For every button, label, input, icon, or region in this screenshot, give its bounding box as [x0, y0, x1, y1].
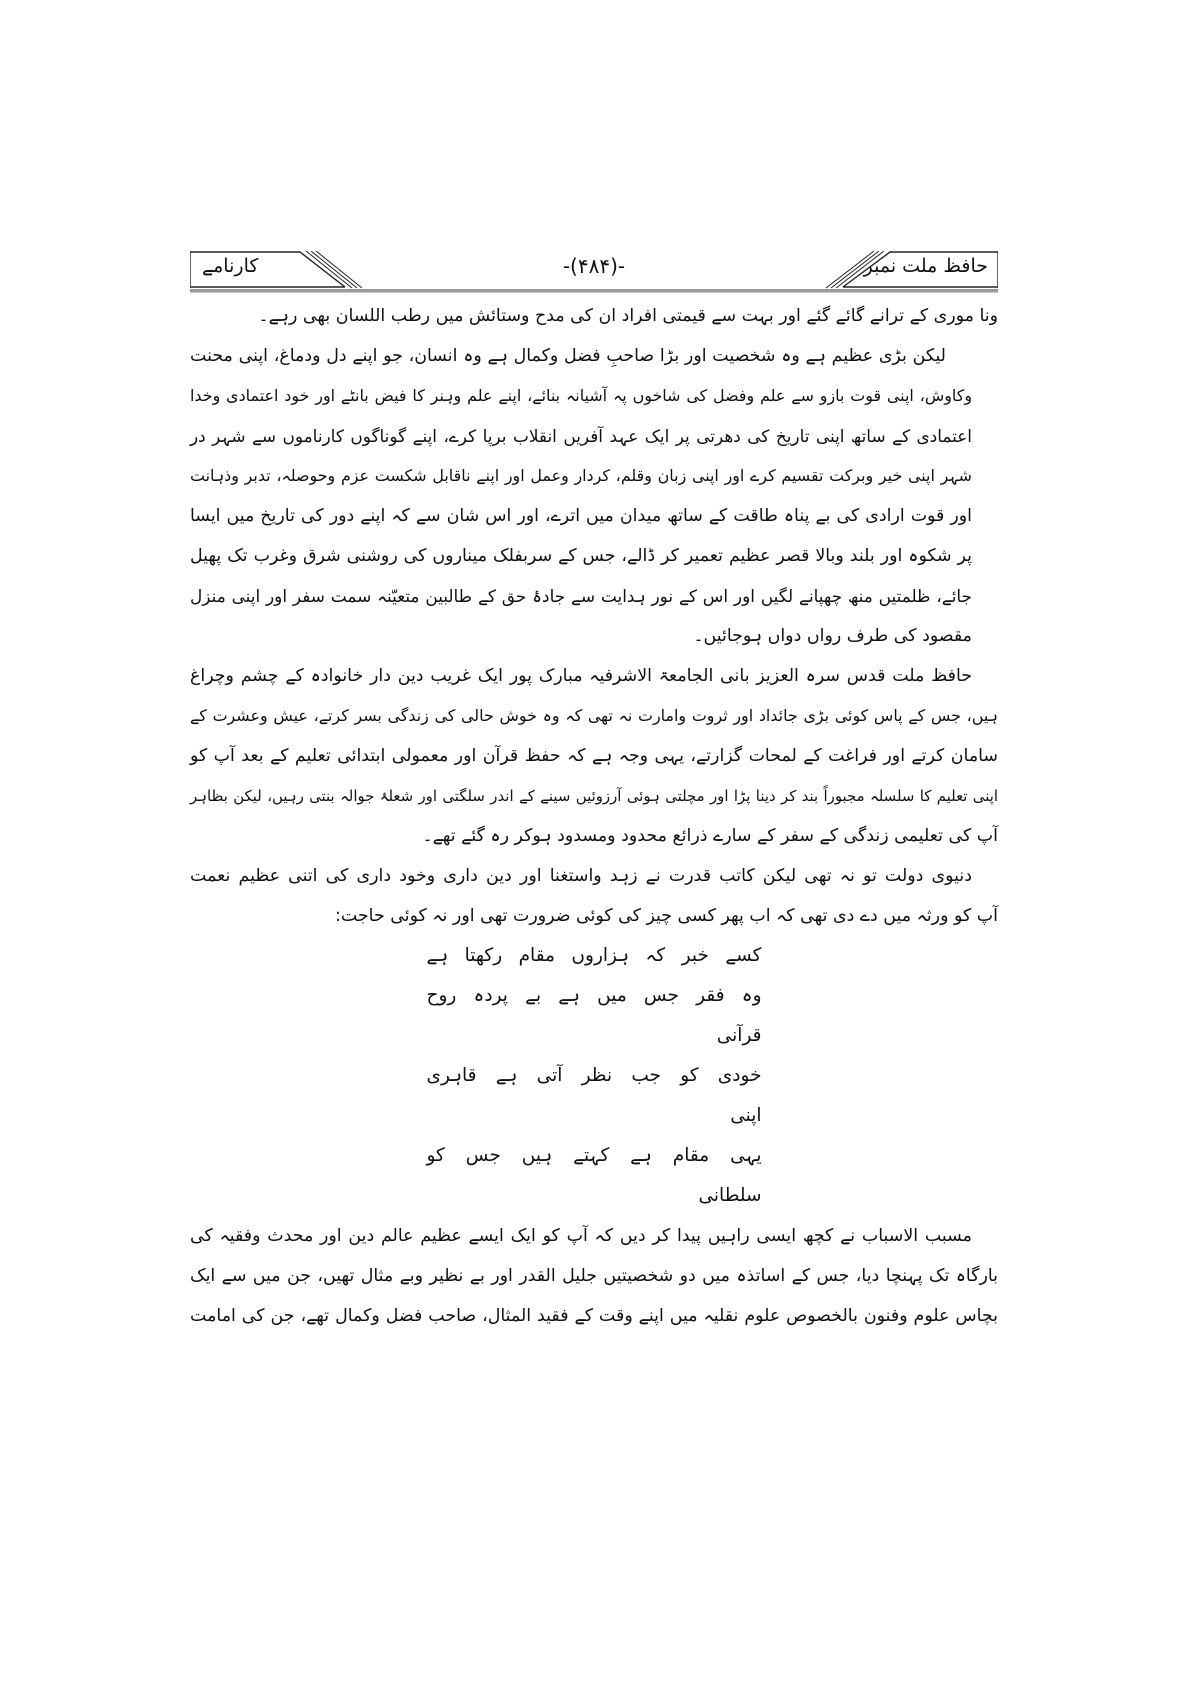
poem-verse: وہ فقر جس میں ہے بے پردہ روح قرآنی [426, 985, 762, 1046]
text-line: بارگاہ تک پہنچا دیا، جس کے اساتذہ میں دو شخصیتیں جلیل القدر اور بے نظیر وبے مثال تھیں، جن میں سے ایک [190, 1266, 998, 1286]
text-line: سامان کرتے اور فراغت کے لمحات گزارتے، یہی وجہ ہے کہ حفظ قرآن اور معمولی ابتدائی تعلیم کے بعد آپ کو [190, 746, 998, 766]
text-line: مسبب الاسباب نے کچھ ایسی راہیں پیدا کر دیں کہ آپ کو ایک ایسے عظیم عالم دین اور محدث وفقیہ کی [190, 1226, 972, 1246]
text-line: آپ کی تعلیمی زندگی کے سفر کے سارے ذرائع محدود ومسدود ہوکر رہ گئے تھے۔ [422, 826, 998, 846]
text-line: جائے، ظلمتیں منھ چھپانے لگیں اور اس کے نور ہدایت سے جادۂ حق کے طالبین متعیّنہ سمت سفر اور اپنی منزل [190, 586, 972, 606]
text-line: بچاس علوم وفنون بالخصوص علوم نقلیہ میں اپنے وقت کے فقید المثال، صاحب فضل وکمال تھے، جن کی امامت [190, 1306, 998, 1326]
text-line: شہر اپنی خیر وبرکت تقسیم کرے اور اپنی زبان وقلم، کردار وعمل اور اپنے ناقابل شکست عزم وحوصلہ، تدبر وذہانت [190, 466, 972, 485]
running-header [190, 251, 998, 288]
poem-verse: یہی مقام ہے کہتے ہیں جس کو سلطانی [426, 1145, 762, 1206]
paragraph [190, 856, 998, 936]
text-line: وکاوش، اپنی قوت بازو سے علم وفضل کی شاخوں پہ آشیانہ بنائے، اپنے علم وہنر کا فیض بانٹے اور خود اعتمادی وخدا [190, 386, 972, 405]
publication-title: حافظ ملت نمبر [863, 255, 988, 277]
text-line: اعتمادی کے ساتھ اپنی تاریخ کی دھرتی پر ایک عہد آفریں انقلاب برپا کرے، اپنے گوناگوں کارناموں سے شہر در [190, 426, 972, 446]
poem-verse: خودی کو جب نظر آتی ہے قاہری اپنی [426, 1065, 762, 1126]
paragraph [190, 656, 998, 856]
page-number: -(۴۸۴)- [562, 254, 626, 278]
text-line: پر شکوہ اور بلند وبالا قصر عظیم تعمیر کر ڈالے، جس کے سربفلک میناروں کی روشنی شرق وغرب تک پھیل [190, 546, 972, 566]
text-line: آپ کو ورثہ میں دے دی تھی کہ اب پھر کسی چیز کی کوئی ضرورت تھی اور نہ کوئی حاجت: [334, 906, 998, 926]
section-title: کارنامے [202, 255, 259, 277]
text-line: اور قوت ارادی کی بے پناہ طاقت کے ساتھ میدان میں اترے، اور اس شان سے کہ اپنے دور کی تاریخ میں ایسا [190, 506, 972, 526]
text-line: اپنی تعلیم کا سلسلہ مجبوراً بند کر دینا پڑا اور مچلتی ہوئی آرزوئیں سینے کے اندر سلگتی اور شعلۂ جوالہ بنتی رہیں، لیکن بظاہر [190, 787, 998, 805]
poem-verse: کسے خبر کہ ہزاروں مقام رکھتا ہے [426, 945, 762, 966]
text-line: لیکن بڑی عظیم ہے وہ شخصیت اور بڑا صاحبِ فضل وکمال ہے وہ انسان، جو اپنے دل ودماغ، اپنی محنت [190, 346, 946, 366]
paragraph [190, 1216, 998, 1336]
text-line: مقصود کی طرف رواں دواں ہوجائیں۔ [693, 626, 972, 646]
paragraph [190, 336, 998, 656]
text-line: ہیں، جس کے پاس کوئی بڑی جائداد اور ثروت وامارت نہ تھی کہ وہ خوش حالی کی زندگی بسر کرتے، عیش وعشرت کے [190, 706, 998, 725]
text-line: ونا موری کے ترانے گائے گئے اور بہت سے قیمتی افراد ان کی مدح وستائش میں رطب اللسان بھی رہے۔ [258, 306, 998, 326]
text-line: حافظ ملت قدس سرہ العزیز بانی الجامعۃ الاشرفیہ مبارک پور ایک غریب دین دار خانوادہ کے چشم وچراغ [190, 666, 972, 686]
paragraph [190, 296, 998, 336]
poem-verses [427, 936, 762, 1216]
text-line: دنیوی دولت تو نہ تھی لیکن کاتب قدرت نے زہد واستغنا اور دین داری وخود داری کی اتنی عظیم نعمت [190, 866, 972, 886]
article-body [190, 296, 998, 1336]
header-rule [190, 289, 998, 293]
